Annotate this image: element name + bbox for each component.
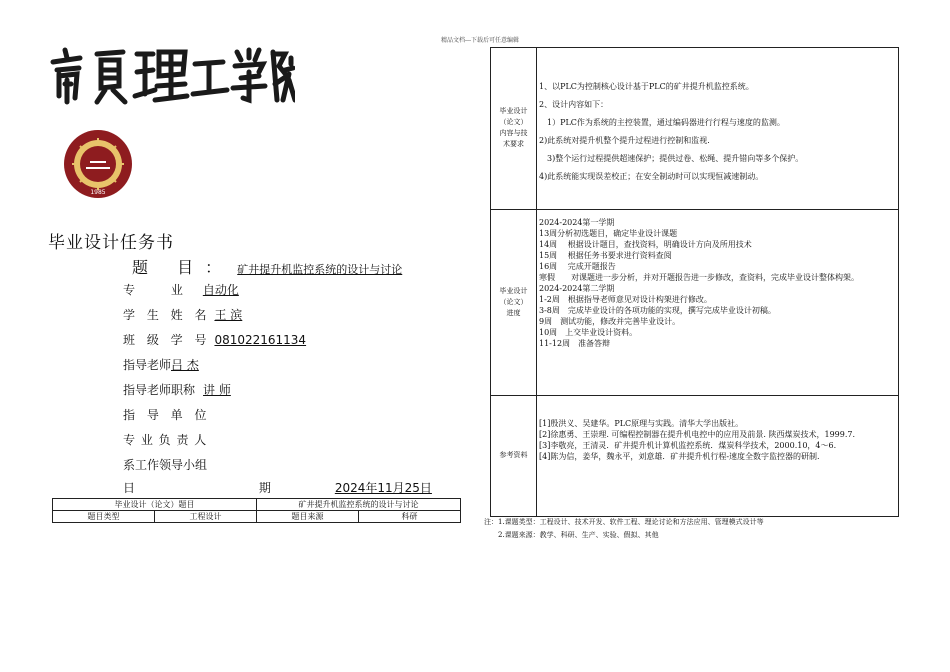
topic-label: 题 目：	[132, 258, 234, 277]
task-details-table	[490, 47, 899, 517]
field-class-id: 班 级 学 号 081022161134	[123, 333, 307, 347]
topic-row	[132, 255, 402, 278]
university-emblem	[62, 128, 134, 200]
field-advisor-unit: 指 导 单 位	[123, 408, 211, 422]
field-student-name: 学 生 姓 名 王 滨	[123, 308, 243, 322]
references-text: [1]殷洪义、吴建华。PLC原理与实践。清华大学出版社。 [2]徐惠勇、王崇理. 可编程控制器在提升机电控中的应用及前景. 陕西煤炭技术，1999.7. [3]李敬亮，王清灵．矿井提升机计算机监控系统．煤炭科学技术，2000.10，4～6. [4]陈为信，姜华，魏永平，刘意雄．矿井提升机行程-速度全数字监控器的研制.	[539, 419, 856, 461]
source-label-cell: 题目来源	[257, 511, 359, 523]
topic-value: 矿井提升机监控系统的设计与讨论	[237, 263, 403, 276]
field-major-head: 专 业 负 责 人	[123, 433, 208, 447]
content-requirements-text: 1、以PLC为控制核心设计基于PLC的矿井提升机监控系统。 2、设计内容如下： 1）PLC作为系统的主控装置，通过编码器进行行程与速度的监测。 2)此系统对提升机整个提升过程进行控制和监视. 3)整个运行过程提供超速保护；提供过卷、松绳、提升错向等多个保护。 4)此系统能实现误差校正；在安全制动时可以实现恒减速制动。	[539, 82, 804, 181]
progress-text: 2024-2024第一学期 13周分析初选题目，确定毕业设计课题 14周 根据设计题目，查找资料，明确设计方向及所用技术 15周 根据任务书要求进行资料查阅 16周 完成开题报告 寒假 对课题进一步分析，并对开题报告进一步修改，查资料，完成毕业设计整体构架。 2024-2024第二学期 1-2周 根据指导老师意见对设计构架进行修改。 3-8周 完成毕业设计的各项功能的实现，撰写完成毕业设计初稿。 9周 测试功能，修改并完善毕业设计。 10周 上交毕业设计资料。 11-12周 准备答辩	[539, 218, 859, 348]
document-title: 毕业设计任务书	[48, 233, 174, 253]
note-2: 2.课题来源：教学、科研、生产、实验、假拟、其他	[484, 531, 659, 539]
field-leader-group: 系工作领导小组	[123, 458, 208, 472]
field-major: 专 业 自动化	[123, 283, 239, 297]
field-advisor: 指导老师吕 杰	[123, 358, 199, 372]
field-date: 日 期 2024年11月25日	[123, 481, 432, 495]
university-calligraphy-logo	[45, 44, 295, 108]
references-label: 参考资料	[499, 451, 528, 459]
field-student-name-value: 王 滨	[214, 308, 243, 322]
notes	[484, 516, 764, 542]
type-label-cell: 题目类型	[53, 511, 155, 523]
field-class-id-value: 081022161134	[214, 333, 307, 347]
field-advisor-title: 指导老师职称 讲 师	[123, 383, 231, 397]
header-note: 精品文档---下载后可任意编辑	[440, 37, 520, 44]
content-requirements-label: 毕业设计 （论文） 内容与技 术要求	[499, 107, 528, 148]
svg-text:1985: 1985	[90, 189, 106, 196]
type-value-cell: 工程设计	[155, 511, 257, 523]
field-major-value: 自动化	[202, 283, 239, 297]
field-advisor-title-value: 讲 师	[203, 383, 231, 397]
topic-label-cell: 毕业设计（论文）题目	[53, 499, 257, 511]
topic-value-cell: 矿井提升机监控系统的设计与讨论	[257, 499, 461, 511]
field-date-value: 2024年11月25日	[334, 481, 432, 495]
source-value-cell: 科研	[359, 511, 461, 523]
progress-label: 毕业设计 （论文） 进度	[499, 287, 528, 317]
topic-info-table	[52, 498, 461, 523]
note-1: 注：1.课题类型：工程设计、技术开发、软件工程、理论讨论和方法应用、管理模式设计等	[484, 518, 764, 526]
field-advisor-value: 吕 杰	[171, 358, 199, 372]
